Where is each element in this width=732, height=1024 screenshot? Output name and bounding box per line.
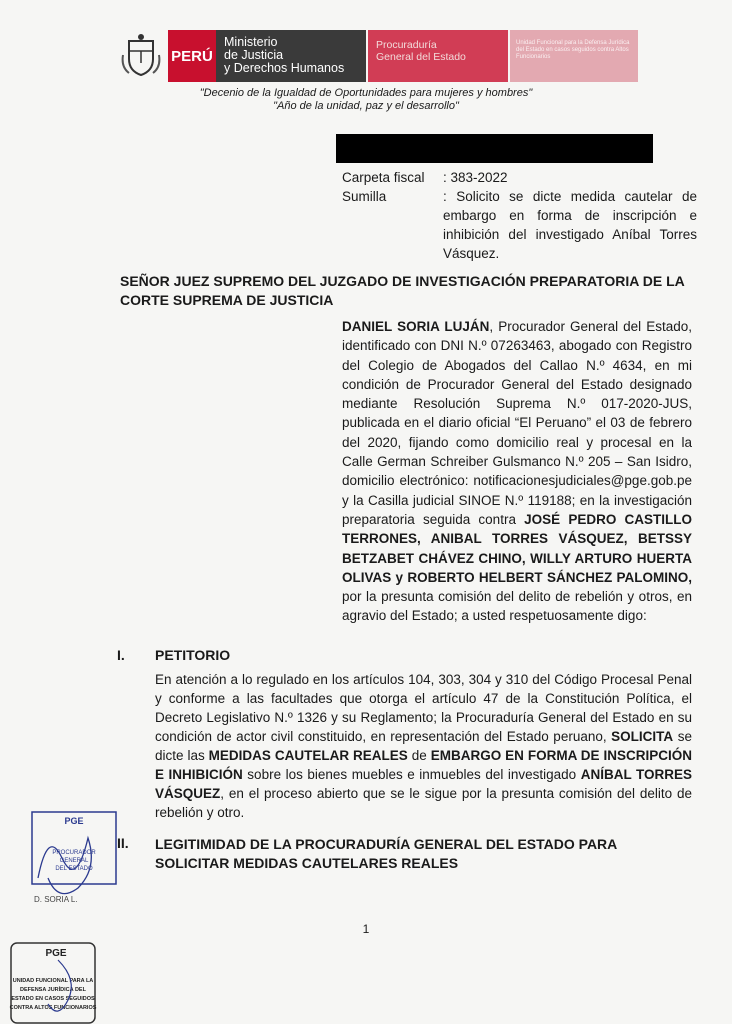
procuraduria-line: Procuraduría (376, 39, 437, 51)
addressee-heading: SEÑOR JUEZ SUPREMO DEL JUZGADO DE INVESTIGACIÓN PREPARATORIA DE LA CORTE SUPREMA DE JUSTICIA (120, 273, 685, 308)
stamp-line: DEL ESTADO (55, 866, 93, 872)
procuraduria-label (368, 30, 508, 82)
ministry-line: y Derechos Humanos (224, 61, 345, 75)
intro-body: , Procurador General del Estado, identificado con DNI N.º 07263463, abogado con Registro del Colegio de Abogados del Callao N.º 4634, en mi condición de Procurador General del Estado designado mediante Resolución Suprema N.º 017-2020-JUS, publicada en el diario oficial “El Peruano” el 03 de febrero del 2020, fijando como domicilio real y procesal en la Calle German Schreiber Gulsmanco N.º 205 – San Isidro, domicilio electrónico: notificacionesjudiciales@pge.gob.pe y la Casilla judicial SINOE N.º 119188; en la investigación preparatoria seguida contra (342, 319, 692, 527)
stamp-line: GENERAL (59, 858, 89, 864)
sumilla-value: : Solicito se dicte medida cautelar de embargo en forma de inscripción e inhibición del investigado Aníbal Torres Vásquez. (443, 189, 697, 261)
decenio-text: "Decenio de la Igualdad de Oportunidades para mujeres y hombres" (199, 87, 533, 99)
signer-initials: D. SORIA L. (34, 895, 78, 904)
decade-slogan (0, 87, 732, 113)
ministry-label (216, 30, 366, 82)
accused-names: JOSÉ PEDRO CASTILLO TERRONES, ANIBAL TORRES VÁSQUEZ, BETSSY BETZABET CHÁVEZ CHINO, WILLY ARTURO HUERTA OLIVAS y ROBERTO HELBERT SÁNCHEZ PALOMINO, (342, 511, 692, 585)
intro-body-end: por la presunta comisión del delito de rebelión y otros, en agravio del Estado; a usted respetuosamente digo: (342, 589, 692, 624)
stamp-line: UNIDAD FUNCIONAL PARA LA (12, 978, 94, 984)
para-bold: SOLICITA (611, 729, 674, 744)
intro-paragraph (342, 317, 692, 626)
stamp-pge: PGE (45, 948, 67, 959)
sumilla-label: Sumilla (342, 189, 387, 204)
year-text: "Año de la unidad, paz y el desarrollo" (273, 100, 459, 112)
carpeta-value: : 383-2022 (443, 170, 508, 185)
unit-label: Unidad Funcional para la Defensa Jurídica del Estado en casos seguidos contra Altos Funcionarios (510, 30, 638, 82)
case-metadata (342, 168, 697, 263)
stamp-line: ESTADO EN CASOS SEGUIDOS (11, 996, 95, 1002)
para-text: En atención a lo regulado en los artículos 104, 303, 304 y 310 del Código Procesal Penal y conforme a las facultades que otorga el artículo 47 de la Constitución Política, el Decreto Legislativo N.º 1326 y su Reglamento; la Procuraduría General del Estado en su condición de actor civil constituido, en representación del Estado peruano, (155, 672, 692, 744)
petitorio-paragraph (155, 670, 692, 822)
signature-scribble (48, 960, 71, 1011)
section-title: PETITORIO (155, 647, 231, 663)
coat-of-arms-icon (118, 30, 164, 80)
section-number: I. (117, 647, 125, 663)
redaction-bar (336, 134, 653, 163)
para-bold: MEDIDAS CAUTELAR REALES (208, 748, 408, 763)
para-text: , en el proceso abierto que se le sigue por la presunta comisión del delito de rebelión y otro. (155, 786, 692, 820)
section-title: LEGITIMIDAD DE LA PROCURADURÍA GENERAL DEL ESTADO PARA SOLICITAR MEDIDAS CAUTELARES REALES (155, 836, 617, 871)
letterhead (118, 30, 638, 82)
para-text: sobre los bienes muebles e inmuebles del investigado (242, 767, 581, 782)
stamp-line: CONTRA ALTOS FUNCIONARIOS (9, 1005, 97, 1011)
unit-stamp (8, 940, 98, 1024)
procuraduria-line: General del Estado (376, 51, 466, 63)
stamp-line: PROCURADOR (52, 850, 96, 856)
para-text: se dicte las (155, 729, 692, 763)
section-number: II. (117, 835, 129, 851)
carpeta-label: Carpeta fiscal (342, 170, 425, 185)
stamp-pge: PGE (64, 816, 84, 826)
para-bold: ANÍBAL TORRES VÁSQUEZ (155, 767, 692, 801)
para-bold: EMBARGO EN FORMA DE INSCRIPCIÓN E INHIBICIÓN (155, 748, 692, 782)
petitioner-name: DANIEL SORIA LUJÁN (342, 319, 490, 334)
procurador-stamp (28, 808, 120, 908)
peru-label: PERÚ (168, 30, 216, 82)
ministry-line: Ministerio (224, 35, 278, 49)
stamp-line: DEFENSA JURÍDICA DEL (20, 987, 86, 993)
page-number: 1 (362, 922, 370, 936)
ministry-line: de Justicia (224, 48, 284, 62)
para-text: de (407, 748, 431, 763)
